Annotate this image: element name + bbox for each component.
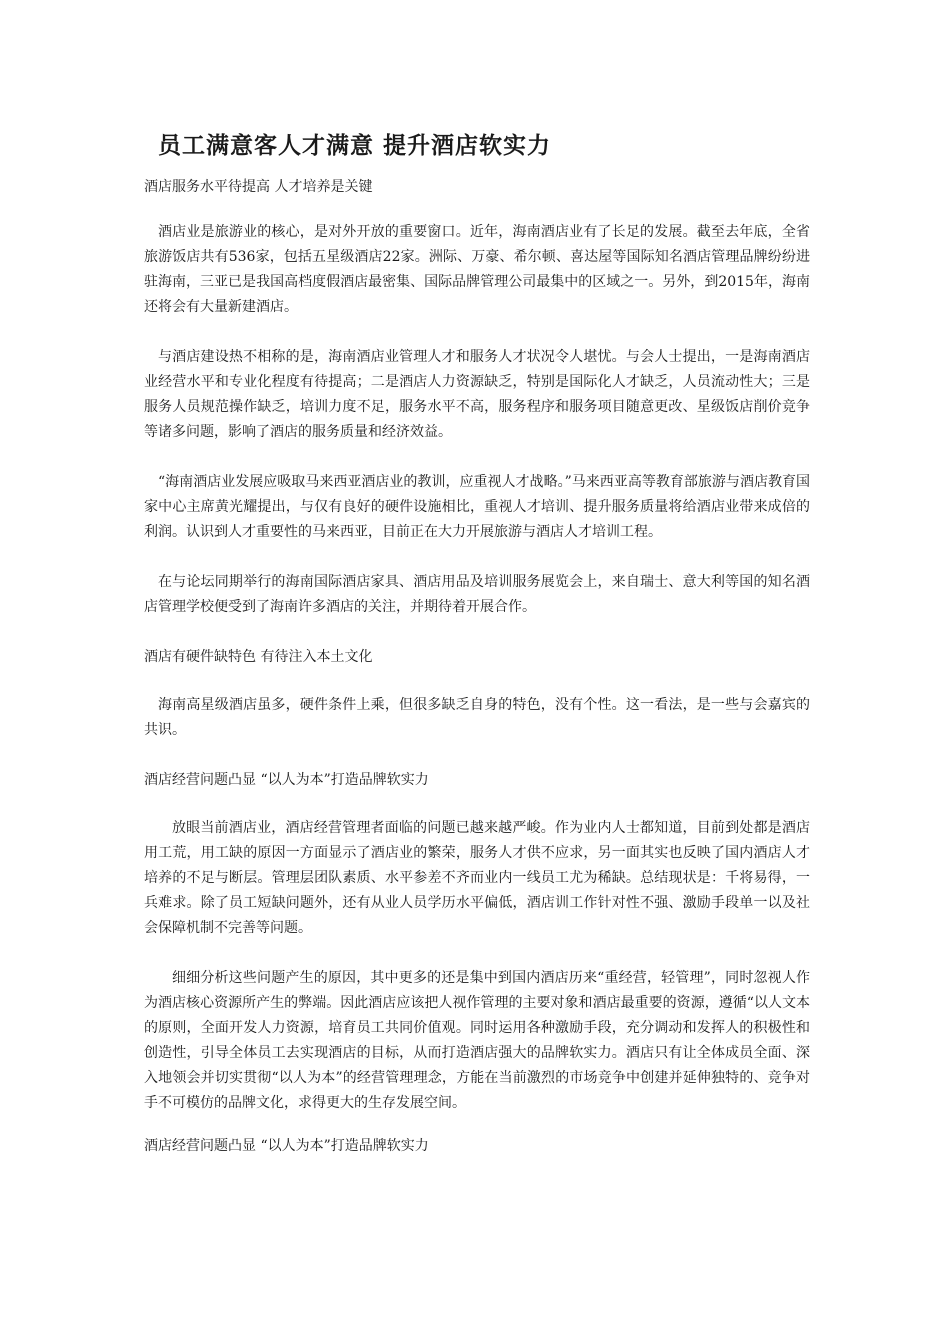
paragraph: 酒店业是旅游业的核心，是对外开放的重要窗口。近年，海南酒店业有了长足的发展。截至去年底，全省旅游饭店共有536家，包括五星级酒店22家。洲际、万豪、希尔顿、喜达屋等国际知名酒店管理品牌纷纷进驻海南，三亚已是我国高档度假酒店最密集、国际品牌管理公司最集中的区域之一。另外，到2015年，海南还将会有大量新建酒店。 <box>144 224 810 315</box>
section-heading-talent: 酒店服务水平待提高 人才培养是关键 <box>144 179 373 195</box>
paragraph: 细细分析这些问题产生的原因，其中更多的还是集中到国内酒店历来“重经营，轻管理”，同时忽视人作为酒店核心资源所产生的弊端。因此酒店应该把人视作管理的主要对象和酒店最重要的资源，遵循“以人文本的原则，全面开发人力资源，培育员工共同价值观。同时运用各种激励手段，充分调动和发挥人的积极性和创造性，引导全体员工去实现酒店的目标，从而打造酒店强大的品牌软实力。酒店只有让全体成员全面、深入地领会并切实贯彻“以人为本”的经营管理理念，方能在当前激烈的市场竞争中创建并延伸独特的、竞争对手不可模仿的品牌文化，求得更大的生存发展空间。 <box>144 970 810 1111</box>
paragraph: 在与论坛同期举行的海南国际酒店家具、酒店用品及培训服务展览会上，来自瑞士、意大利等国的知名酒店管理学校便受到了海南许多酒店的关注，并期待着开展合作。 <box>144 574 810 615</box>
section-heading-management: 酒店经营问题凸显 “以人为本”打造品牌软实力 <box>144 772 429 788</box>
section-heading-hardware: 酒店有硬件缺特色 有待注入本土文化 <box>144 649 373 665</box>
paragraph: 海南高星级酒店虽多，硬件条件上乘，但很多缺乏自身的特色，没有个性。这一看法，是一些与会嘉宾的共识。 <box>144 697 810 738</box>
paragraph: 与酒店建设热不相称的是，海南酒店业管理人才和服务人才状况令人堪忧。与会人士提出，一是海南酒店业经营水平和专业化程度有待提高；二是酒店人力资源缺乏，特别是国际化人才缺乏，人员流动性大；三是服务人员规范操作缺乏，培训力度不足，服务水平不高，服务程序和服务项目随意更改、星级饭店削价竞争等诸多问题，影响了酒店的服务质量和经济效益。 <box>144 349 810 440</box>
paragraph: “海南酒店业发展应吸取马来西亚酒店业的教训，应重视人才战略。”马来西亚高等教育部旅游与酒店教育国家中心主席黄光耀提出，与仅有良好的硬件设施相比，重视人才培训、提升服务质量将给酒店业带来成倍的利润。认识到人才重要性的马来西亚，目前正在大力开展旅游与酒店人才培训工程。 <box>144 474 810 540</box>
document-title: 员工满意客人才满意 提升酒店软实力 <box>158 133 552 159</box>
document-page <box>144 130 810 1182</box>
section-heading-management-repeat: 酒店经营问题凸显 “以人为本”打造品牌软实力 <box>144 1138 429 1154</box>
paragraph: 放眼当前酒店业，酒店经营管理者面临的问题已越来越严峻。作为业内人士都知道，目前到处都是酒店用工荒，用工缺的原因一方面显示了酒店业的繁荣，服务人才供不应求，另一面其实也反映了国内酒店人才培养的不足与断层。管理层团队素质、水平参差不齐而业内一线员工尤为稀缺。总结现状是：千将易得，一兵难求。除了员工短缺问题外，还有从业人员学历水平偏低，酒店训工作针对性不强、激励手段单一以及社会保障机制不完善等问题。 <box>144 820 810 936</box>
